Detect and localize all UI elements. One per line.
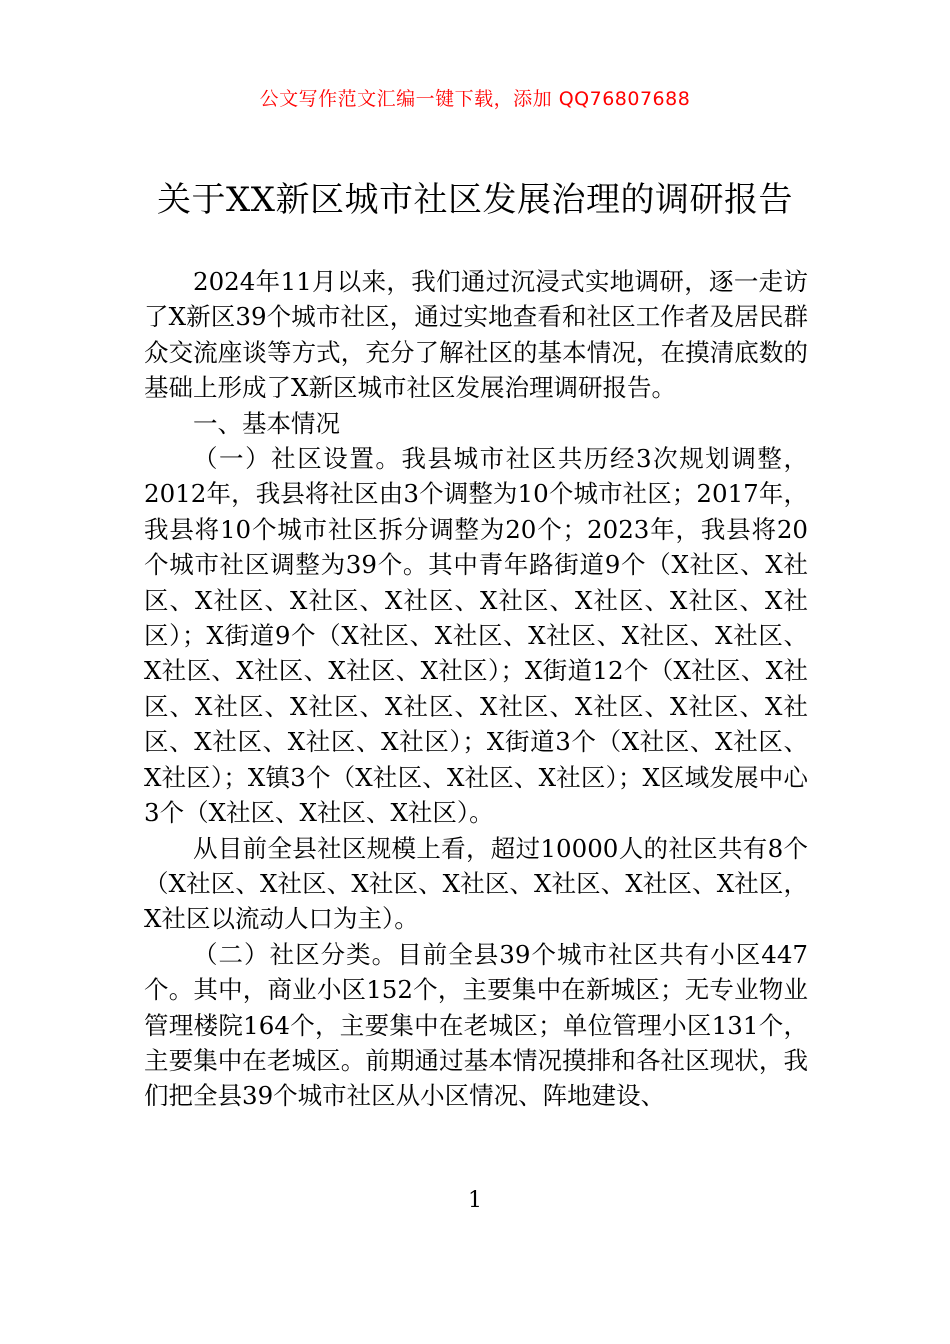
header-watermark-note: 公文写作范文汇编一键下载，添加 QQ76807688	[259, 88, 691, 110]
section-heading-basic-situation: 一、基本情况	[193, 408, 340, 438]
community-scale-paragraph: 从目前全县社区规模上看，超过10000人的社区共有8个（X社区、X社区、X社区、X社区、X社区、X社区、X社区，X社区以流动人口为主）。	[144, 833, 808, 934]
document-body	[144, 264, 808, 1114]
intro-paragraph: 2024年11月以来，我们通过沉浸式实地调研，逐一走访了X新区39个城市社区，通过实地查看和社区工作者及居民群众交流座谈等方式，充分了解社区的基本情况，在摸清底数的基础上形成了X新区城市社区发展治理调研报告。	[144, 267, 808, 403]
document-title: 关于XX新区城市社区发展治理的调研报告	[157, 180, 793, 220]
community-setup-paragraph: （一）社区设置。我县城市社区共历经3次规划调整，2012年，我县将社区由3个调整为10个城市社区；2017年，我县将10个城市社区拆分调整为20个；2023年，我县将20个城市社区调整为39个。其中青年路街道9个（X社区、X社区、X社区、X社区、X社区、X社区、X社区、X社区、X社区）；X街道9个（X社区、X社区、X社区、X社区、X社区、X社区、X社区、X社区、X社区）；X街道12个（X社区、X社区、X社区、X社区、X社区、X社区、X社区、X社区、X社区、X社区、X社区、X社区）；X街道3个（X社区、X社区、X社区）；X镇3个（X社区、X社区、X社区）；X区域发展中心3个（X社区、X社区、X社区）。	[144, 444, 808, 828]
community-classification-paragraph: （二）社区分类。目前全县39个城市社区共有小区447个。其中，商业小区152个，主要集中在新城区；无专业物业管理楼院164个，主要集中在老城区；单位管理小区131个，主要集中在老城区。前期通过基本情况摸排和各社区现状，我们把全县39个城市社区从小区情况、阵地建设、	[144, 939, 808, 1111]
page-number: 1	[468, 1188, 482, 1213]
